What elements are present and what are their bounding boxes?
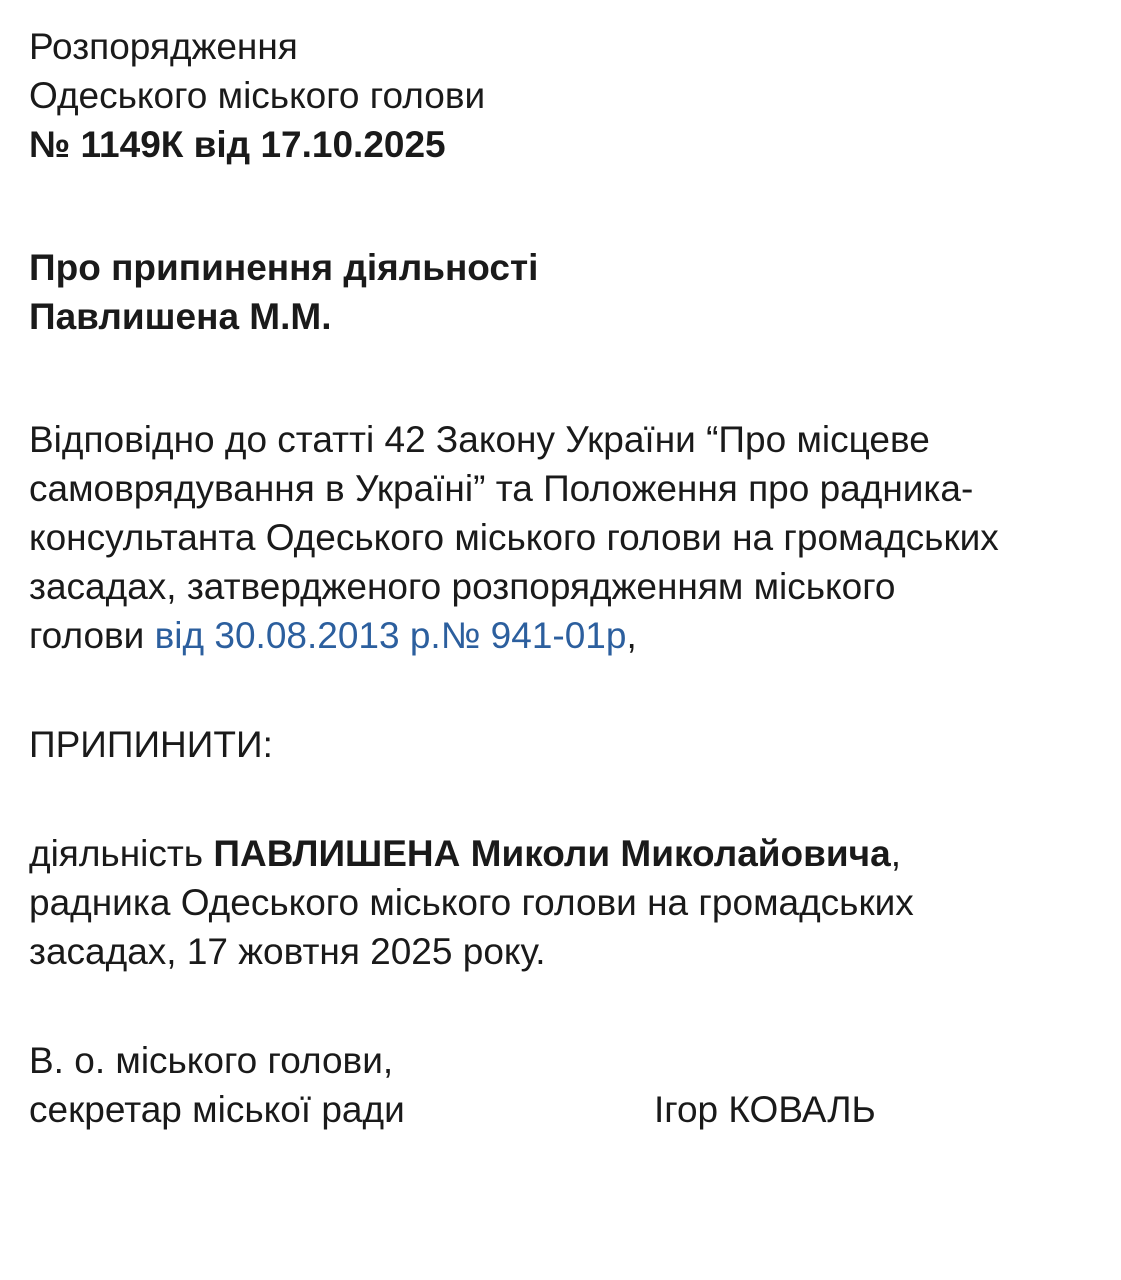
signatory-name: Ігор КОВАЛЬ [654,1089,876,1130]
decision-paragraph [29,829,1099,976]
document-number-date: № 1149К від 17.10.2025 [29,124,446,165]
regulation-reference-link[interactable]: від 30.08.2013 р.№ 941-01р [154,615,627,656]
preamble-line-2: самоврядування в Україні” та Положення про радника- [29,468,974,509]
preamble-line-5 [29,611,1099,660]
preamble-line-5-prefix: голови [29,615,155,656]
directive-heading: ПРИПИНИТИ: [29,724,273,765]
signatory-position-line-1: В. о. міського голови, [29,1040,394,1081]
preamble-line-4: засадах, затвердженого розпорядженням міського [29,566,896,607]
decision-line-1 [29,829,1099,878]
subject-line-1: Про припинення діяльності [29,247,539,288]
subject-line-2: Павлишена М.М. [29,296,332,337]
document-body [29,22,1099,1134]
document-header [29,22,1099,169]
preamble-paragraph [29,415,1099,660]
decision-line-2: радника Одеського міського голови на громадських [29,882,914,923]
signature-row [29,1085,1099,1134]
document-subject [29,243,1099,341]
preamble-line-1: Відповідно до статті 42 Закону України “Про місцеве [29,419,930,460]
decision-line-3: засадах, 17 жовтня 2025 року. [29,931,546,972]
person-full-name: ПАВЛИШЕНА Миколи Миколайовича [213,833,891,874]
preamble-line-3: консультанта Одеського міського голови на громадських [29,517,999,558]
document-type: Розпорядження [29,26,298,67]
signatory-position-line-2: секретар міської ради [29,1089,405,1130]
decision-prefix: діяльність [29,833,214,874]
preamble-line-5-suffix: , [626,615,637,656]
decision-suffix: , [890,833,901,874]
signature-block [29,1036,1099,1134]
issuing-authority: Одеського міського голови [29,75,486,116]
